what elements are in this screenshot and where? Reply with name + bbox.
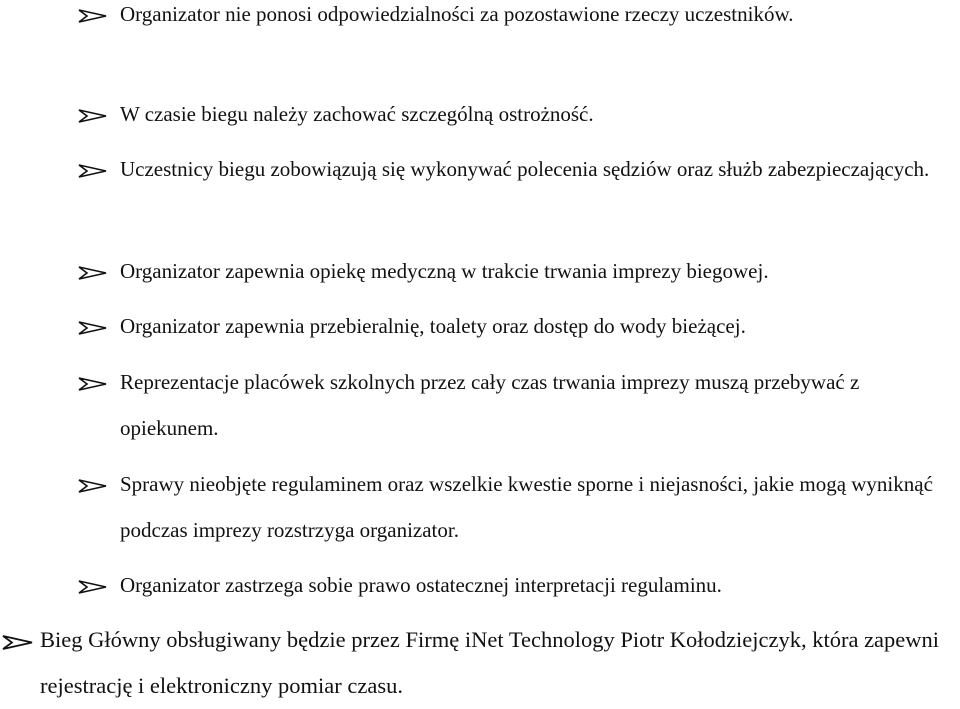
list-item-text: Organizator zapewnia opiekę medyczną w trakcie trwania imprezy biegowej. [120,259,769,283]
list-item-text: Reprezentacje placówek szkolnych przez cały czas trwania imprezy muszą przebywać z opiekunem. [120,370,860,440]
list-item-text: Organizator zapewnia przebieralnię, toalety oraz dostęp do wody bieżącej. [120,314,746,338]
main-list-item [2,617,957,709]
list-item [78,303,950,349]
list-item [78,0,950,37]
list-item-text: Uczestnicy biegu zobowiązują się wykonywać polecenia sędziów oraz służb zabezpieczających. [120,157,930,181]
arrowhead-bullet-icon [78,377,112,401]
arrowhead-bullet-icon [2,635,36,659]
arrowhead-bullet-icon [78,9,112,33]
list-item [78,146,950,192]
arrowhead-bullet-icon [78,109,112,133]
list-item [78,562,950,608]
arrowhead-bullet-icon [78,321,112,345]
list-item-text: Sprawy nieobjęte regulaminem oraz wszelkie kwestie sporne i niejasności, jakie mogą wyniknąć podczas imprezy rozstrzyga organizator. [120,472,933,542]
list-item-text: Organizator zastrzega sobie prawo ostatecznej interpretacji regulaminu. [120,573,722,597]
list-item [78,248,950,294]
list-item [78,91,950,137]
list-item-text: W czasie biegu należy zachować szczególną ostrożność. [120,102,594,126]
arrowhead-bullet-icon [78,580,112,604]
list-item-text: Organizator nie ponosi odpowiedzialności za pozostawione rzeczy uczestników. [120,2,794,26]
arrowhead-bullet-icon [78,266,112,290]
arrowhead-bullet-icon [78,479,112,503]
arrowhead-bullet-icon [78,164,112,188]
list-item [78,359,950,451]
main-list-item-text: Bieg Główny obsługiwany będzie przez Firmę iNet Technology Piotr Kołodziejczyk, która zapewni rejestrację i elektroniczny pomiar czasu. [40,627,940,698]
list-item [78,461,950,553]
